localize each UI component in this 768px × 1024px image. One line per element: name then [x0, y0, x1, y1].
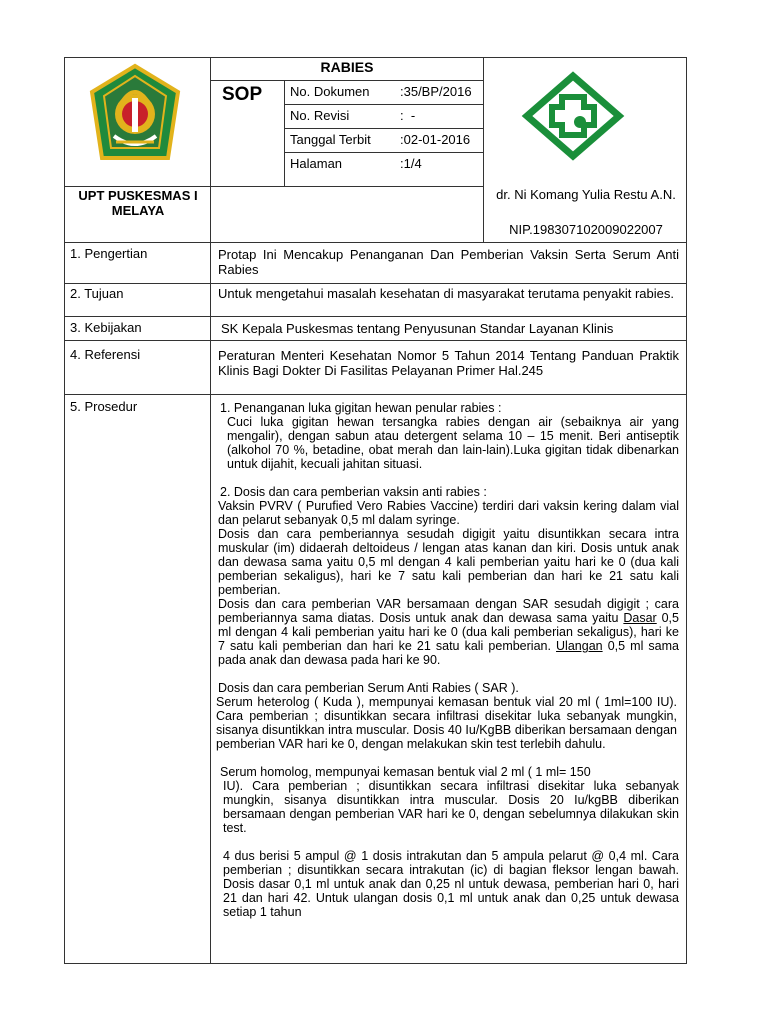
text-referensi: Peraturan Menteri Kesehatan Nomor 5 Tahun 2014 Tentang Panduan Praktik Klinis Bagi Dokter Di Fasilitas Pelayanan Primer Hal.245	[218, 348, 679, 378]
prosedur-p2-b: Dosis dan cara pemberiannya sesudah digigit yaitu disuntikkan secara intra muskular (im) didaerah deltoideus / lengan atas kanan dan kiri. Dosis untuk anak dan dewasa sama yaitu 0,5 ml dengan 4 kali pemberian yaitu hari ke 0 (dua kali pemberian sekaligus), hari ke 7 satu kali pemberian dan hari ke 21 satu kali pemberian.	[218, 527, 679, 597]
border-row2	[64, 283, 687, 284]
prosedur-p1-head: 1. Penanganan luka gigitan hewan penular rabies :	[220, 401, 502, 415]
border-sop	[284, 80, 285, 186]
field-label-halaman: Halaman	[290, 156, 343, 171]
prosedur-p1-body: Cuci luka gigitan hewan tersangka rabies dengan air (sebaiknya air yang mengalir), dengan sabun atau detergent selama 10 – 15 menit. Beri antiseptik (alkohol 70 %, betadine, obat merah dan lain-lain).Luka gigitan tidak dibenarkan untuk dijahit, kecuali jahitan situasi.	[227, 415, 679, 471]
border-field3	[284, 152, 484, 153]
label-referensi: 4. Referensi	[70, 347, 141, 362]
field-value-tanggal-terbit: :02-01-2016	[400, 132, 471, 147]
prosedur-p2-c3: 0,5 ml sama pada anak dan dewasa pada hari ke 90.	[218, 639, 679, 667]
institution-name: UPT PUSKESMAS I MELAYA	[78, 188, 198, 218]
label-pengertian: 1. Pengertian	[70, 246, 148, 261]
text-kebijakan: SK Kepala Puskesmas tentang Penyusunan Standar Layanan Klinis	[221, 321, 614, 336]
text-tujuan: Untuk mengetahui masalah kesehatan di masyarakat terutama penyakit rabies.	[218, 286, 674, 301]
border-field2	[284, 128, 484, 129]
border-title	[210, 80, 484, 81]
prosedur-ulangan: Ulangan	[556, 639, 603, 653]
border-row1	[64, 242, 687, 243]
prosedur-p2-a: Vaksin PVRV ( Purufied Vero Rabies Vaccine) terdiri dari vaksin kering dalam vial dan pelarut sebanyak 0,5 ml dalam syringe.	[218, 499, 679, 527]
field-value-no-dokumen: :35/BP/2016	[400, 84, 472, 99]
regional-emblem-icon	[86, 62, 184, 166]
border-row3	[64, 316, 687, 317]
prosedur-p2-c	[218, 597, 679, 667]
prosedur-p3-head: Dosis dan cara pemberian Serum Anti Rabies ( SAR ).	[218, 681, 519, 695]
prosedur-dasar: Dasar	[623, 611, 657, 625]
document-title: RABIES	[320, 59, 374, 75]
prosedur-p2-head: 2. Dosis dan cara pemberian vaksin anti rabies :	[220, 485, 487, 499]
prosedur-p5: 4 dus berisi 5 ampul @ 1 dosis intrakutan dan 5 ampula pelarut @ 0,4 ml. Cara pemberian ; disuntikkan secara intrakutan (ic) di bagian fleksor lengan bawah. Dosis dasar 0,1 ml untuk anak dan 0,25 nl untuk dewasa, pemberian hari 0, hari 21 dan hari 42. Untuk ulangan dosis 0,1 ml untuk anak dan 0,25 untuk dewasa setiap 1 tahun	[223, 849, 679, 919]
field-label-no-dokumen: No. Dokumen	[290, 84, 370, 99]
text-pengertian: Protap Ini Mencakup Penanganan Dan Pemberian Vaksin Serta Serum Anti Rabies	[218, 247, 679, 277]
puskesmas-cross-icon	[521, 70, 625, 162]
field-label-no-revisi: No. Revisi	[290, 108, 350, 123]
prosedur-p2-c2: 0,5 ml dengan 4 kali pemberian yaitu hari ke 0 (dua kali pemberian sekaligus), hari ke 7 satu kali pemberian dan hari ke 21 satu kali pemberian.	[218, 611, 679, 653]
prosedur-p4-b: IU). Cara pemberian ; disuntikkan secara infiltrasi disekitar luka sebanyak mungkin, sisanya disuntikkan intra muscular. Dosis 20 Iu/kgBB diberikan bersamaan dengan pemberian VAR hari ke 0, dengan sebelumnya dilakukan skin test.	[223, 779, 679, 835]
label-prosedur: 5. Prosedur	[70, 399, 138, 414]
field-value-no-revisi: : -	[400, 108, 416, 123]
border-bottom	[64, 963, 687, 964]
field-value-halaman: :1/4	[400, 156, 422, 171]
border-header-bottom	[64, 186, 484, 187]
sop-label: SOP	[222, 84, 263, 105]
label-kebijakan: 3. Kebijakan	[70, 320, 142, 335]
signatory-name: dr. Ni Komang Yulia Restu A.N.	[496, 187, 676, 202]
border-row4	[64, 340, 687, 341]
border-col-right	[483, 57, 484, 242]
border-right	[686, 57, 687, 964]
prosedur-block	[218, 401, 684, 919]
border-field1	[284, 104, 484, 105]
border-left	[64, 57, 65, 964]
border-col-label	[210, 57, 211, 964]
field-label-tanggal-terbit: Tanggal Terbit	[290, 132, 371, 147]
prosedur-p4-a: Serum homolog, mempunyai kemasan bentuk vial 2 ml ( 1 ml= 150	[220, 765, 591, 779]
label-tujuan: 2. Tujuan	[70, 286, 124, 301]
signatory-nip: NIP.198307102009022007	[509, 222, 663, 237]
border-row5	[64, 394, 687, 395]
prosedur-p2-c1: Dosis dan cara pemberian VAR bersamaan dengan SAR sesudah digigit ; cara pemberiannya sama diatas. Dosis untuk anak dan dewasa sama yaitu	[218, 597, 679, 625]
prosedur-p3-body: Serum heterolog ( Kuda ), mempunyai kemasan bentuk vial 20 ml ( 1ml=100 IU). Cara pemberian ; disuntikkan secara infiltrasi disekitar luka sebanyak mungkin, sisanya disuntikkan intra muscular. Dosis 40 Iu/KgBB diberikan bersamaan dengan pemberian VAR hari ke 0, dengan melakukan skin test terlebih dahulu.	[216, 695, 677, 751]
